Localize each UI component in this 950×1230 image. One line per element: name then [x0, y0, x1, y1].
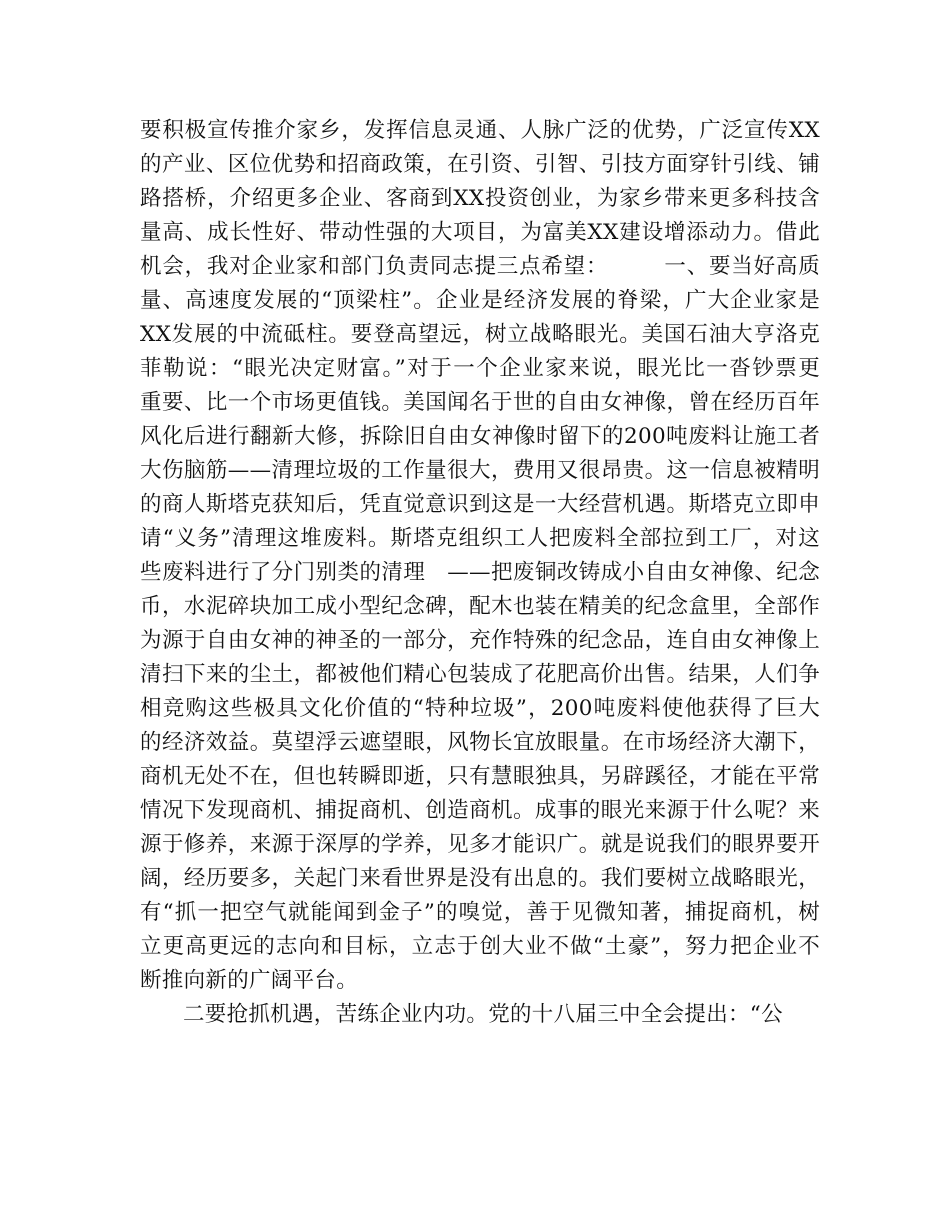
paragraph-last-line: 断推向新的广阔平台。 [140, 968, 359, 993]
text-line: 立更高更远的志向和目标，立志于创大业不做“土豪”，努力把企业不 [140, 934, 820, 959]
body-text [140, 114, 820, 1032]
text-line: XX发展的中流砥柱。要登高望远，树立战略眼光。美国石油大亨洛克 [140, 322, 820, 347]
text-line: 菲勒说：“眼光决定财富。”对于一个企业家来说，眼光比一沓钞票更 [140, 356, 820, 381]
text-line: 清扫下来的尘土，都被他们精心包装成了花肥高价出售。结果，人们争 [140, 662, 820, 687]
text-line: 为源于自由女神的神圣的一部分，充作特殊的纪念品，连自由女神像上 [140, 628, 820, 653]
text-line: 源于修养，来源于深厚的学养，见多才能识广。就是说我们的眼界要开 [140, 832, 820, 857]
text-line: 要积极宣传推介家乡，发挥信息灵通、人脉广泛的优势，广泛宣传XX [140, 118, 820, 143]
text-line: 风化后进行翻新大修，拆除旧自由女神像时留下的200吨废料让施工者 [140, 424, 820, 449]
text-line: 大伤脑筋——清理垃圾的工作量很大，费用又很昂贵。这一信息被精明 [140, 458, 820, 483]
text-line: 的产业、区位优势和招商政策，在引资、引智、引技方面穿针引线、铺 [140, 152, 820, 177]
text-line: 请“义务”清理这堆废料。斯塔克组织工人把废料全部拉到工厂，对这 [140, 526, 820, 551]
text-line: 相竞购这些极具文化价值的“特种垃圾”，200吨废料使他获得了巨大 [140, 696, 820, 721]
text-line: 量高、成长性好、带动性强的大项目，为富美XX建设增添动力。借此 [140, 220, 820, 245]
text-line: 些废料进行了分门别类的清理 ——把废铜改铸成小自由女神像、纪念 [140, 560, 820, 585]
text-line: 量、高速度发展的“顶梁柱”。企业是经济发展的脊梁，广大企业家是 [140, 288, 820, 313]
text-line: 重要、比一个市场更值钱。美国闻名于世的自由女神像，曾在经历百年 [140, 390, 820, 415]
text-line: 币，水泥碎块加工成小型纪念碑，配木也装在精美的纪念盒里，全部作 [140, 594, 820, 619]
text-line: 阔，经历要多，关起门来看世界是没有出息的。我们要树立战略眼光， [140, 866, 820, 891]
text-line: 商机无处不在，但也转瞬即逝，只有慧眼独具，另辟蹊径，才能在平常 [140, 764, 820, 789]
text-line: 机会，我对企业家和部门负责同志提三点希望： 一、要当好高质 [140, 254, 820, 279]
paragraph-first-line: 二要抢抓机遇，苦练企业内功。党的十八届三中全会提出：“公 [183, 1002, 783, 1027]
text-line: 情况下发现商机、捕捉商机、创造商机。成事的眼光来源于什么呢？来 [140, 798, 820, 823]
text-line: 的商人斯塔克获知后，凭直觉意识到这是一大经营机遇。斯塔克立即申 [140, 492, 820, 517]
text-line: 的经济效益。莫望浮云遮望眼，风物长宜放眼量。在市场经济大潮下， [140, 730, 820, 755]
text-line: 有“抓一把空气就能闻到金子”的嗅觉，善于见微知著，捕捉商机，树 [140, 900, 820, 925]
text-line: 路搭桥，介绍更多企业、客商到XX投资创业，为家乡带来更多科技含 [140, 186, 820, 211]
